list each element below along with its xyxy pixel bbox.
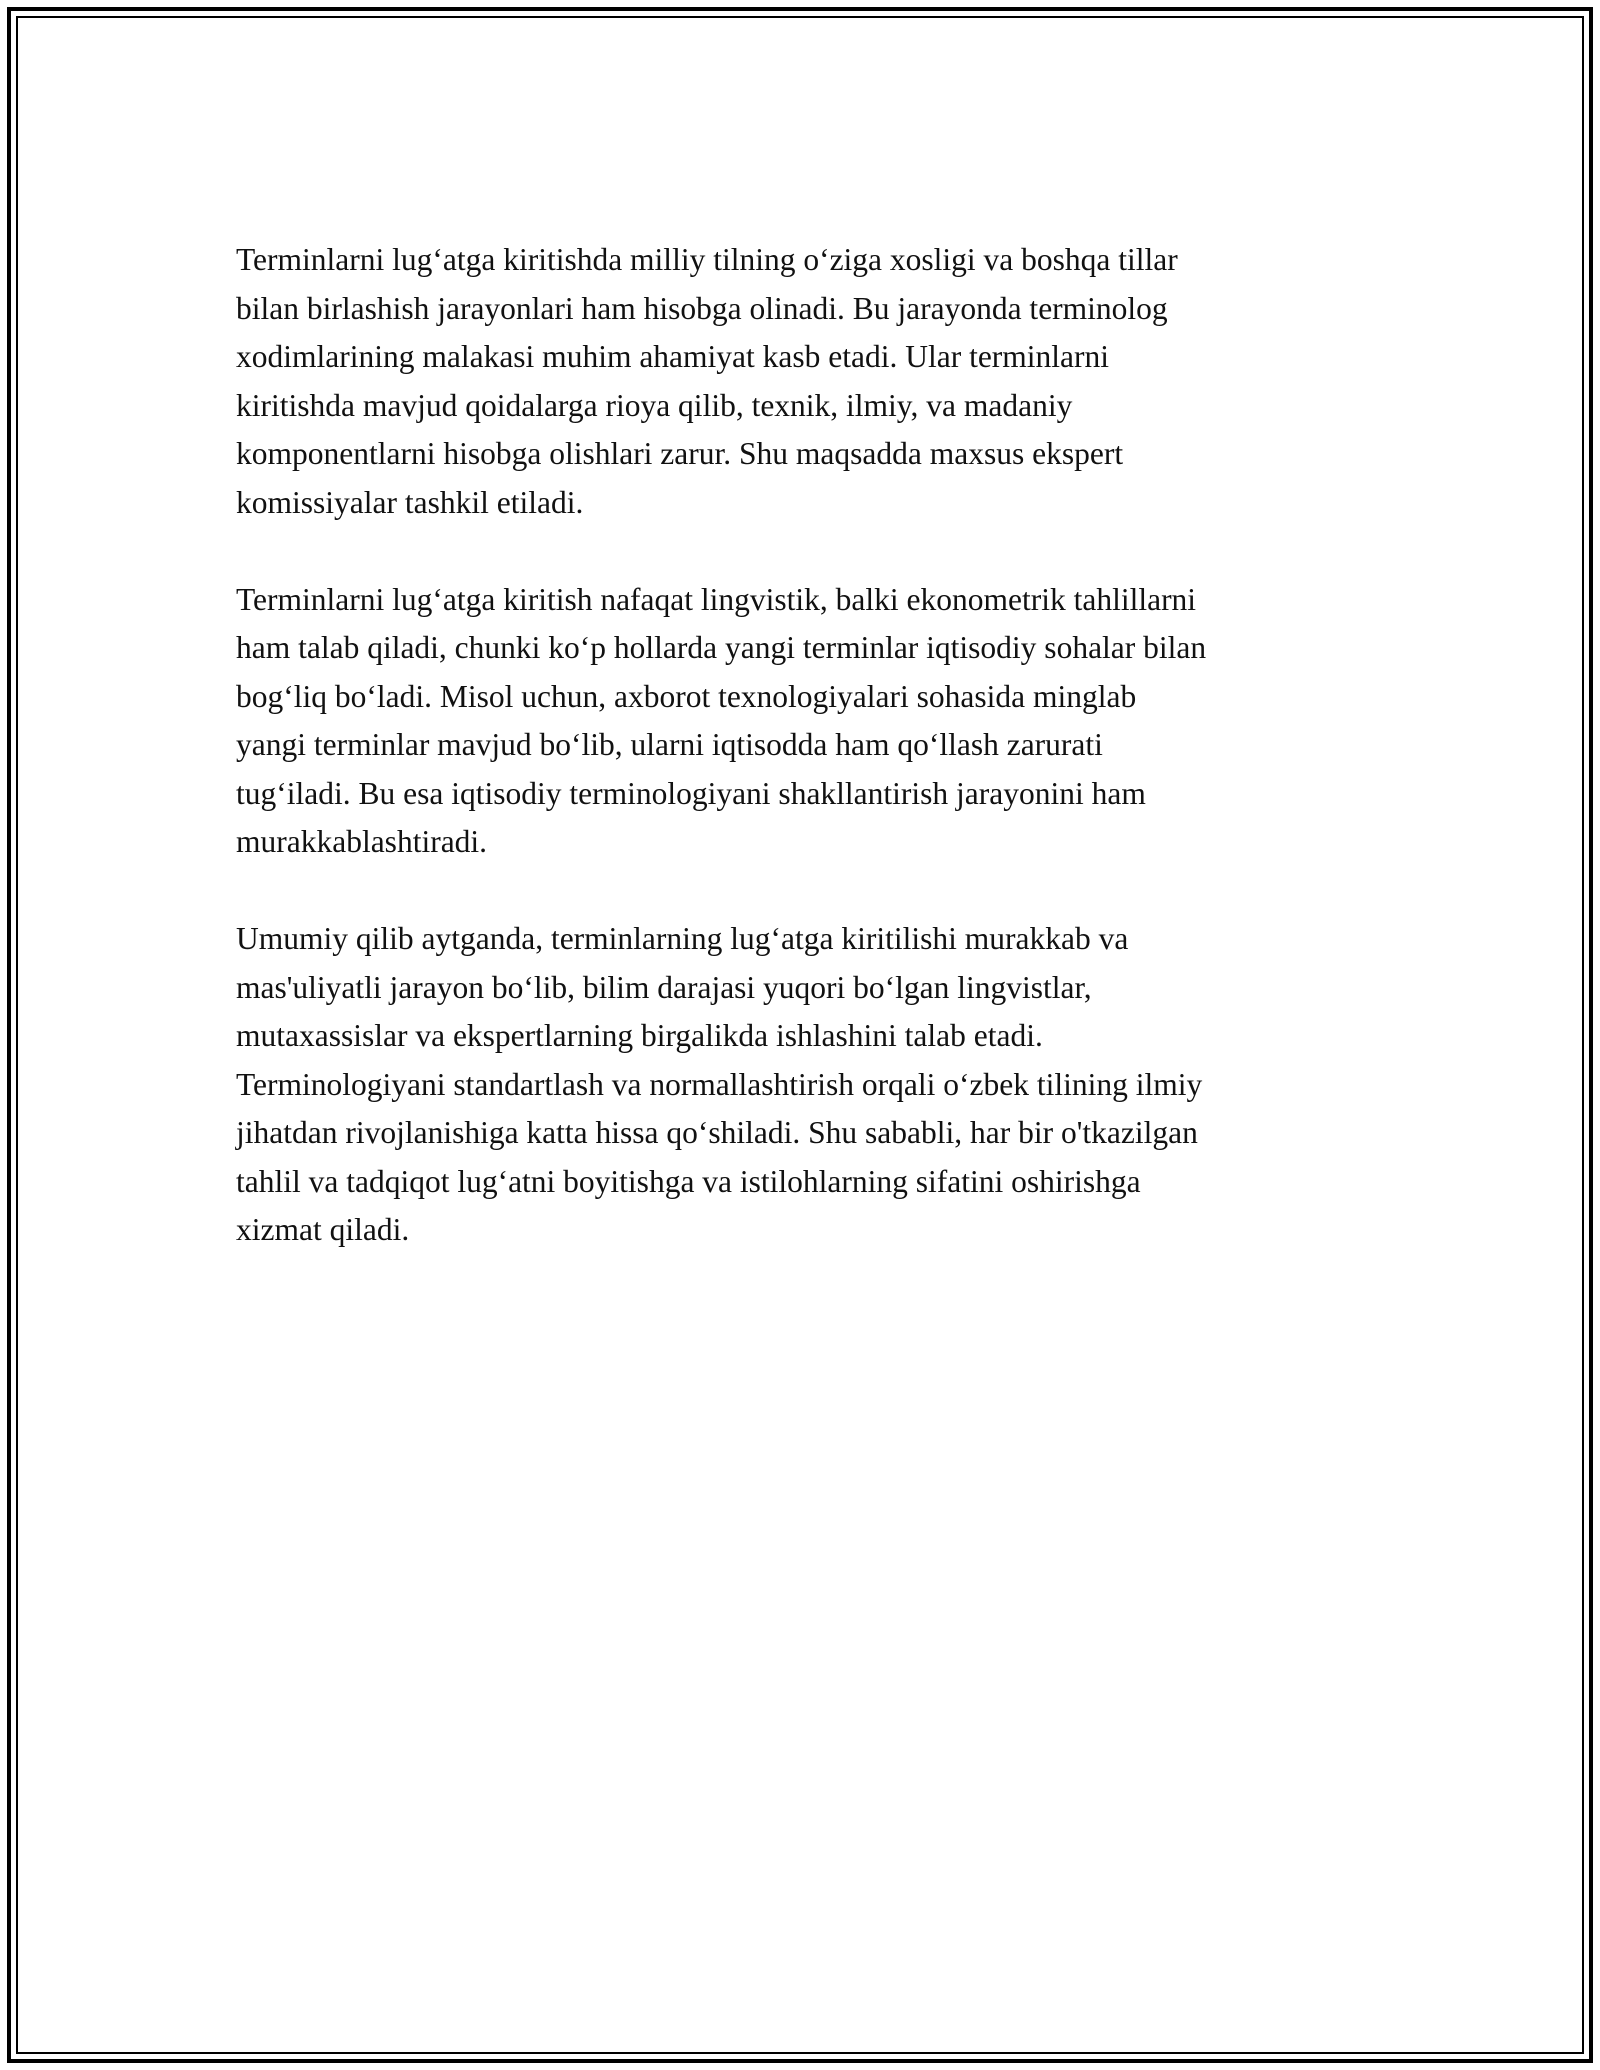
paragraph-1: Terminlarni lug‘atga kiritishda milliy tilning o‘ziga xosligi va boshqa tillar bilan birlashish jarayonlari ham hisobga olinadi. Bu jarayonda terminolog xodimlarining malakasi muhim ahamiyat kasb etadi. Ular terminlarni kiritishda mavjud qoidalarga rioya qilib, texnik, ilmiy, va madaniy komponentlarni hisobga olishlari zarur. Shu maqsadda maxsus ekspert komissiyalar tashkil etiladi. [236,242,1178,520]
paragraph-3: Umumiy qilib aytganda, terminlarning lug‘atga kiritilishi murakkab va mas'uliyatli jarayon bo‘lib, bilim darajasi yuqori bo‘lgan lingvistlar, mutaxassislar va ekspertlarning birgalikda ishlashini talab etadi. Terminologiyani standartlash va normallashtirish orqali o‘zbek tilining ilmiy jihatdan rivojlanishiga katta hissa qo‘shiladi. Shu sababli, har bir o'tkazilgan tahlil va tadqiqot lug‘atni boyitishga va istilohlarning sifatini oshirishga xizmat qiladi. [236,921,1203,1247]
document-body [236,236,1386,1303]
paragraph-2: Terminlarni lug‘atga kiritish nafaqat lingvistik, balki ekonometrik tahlillarni ham talab qiladi, chunki ko‘p hollarda yangi terminlar iqtisodiy sohalar bilan bog‘liq bo‘ladi. Misol uchun, axborot texnologiyalari sohasida minglab yangi terminlar mavjud bo‘lib, ularni iqtisodda ham qo‘llash zarurati tug‘iladi. Bu esa iqtisodiy terminologiyani shakllantirish jarayonini ham murakkablashtiradi. [236,581,1207,859]
